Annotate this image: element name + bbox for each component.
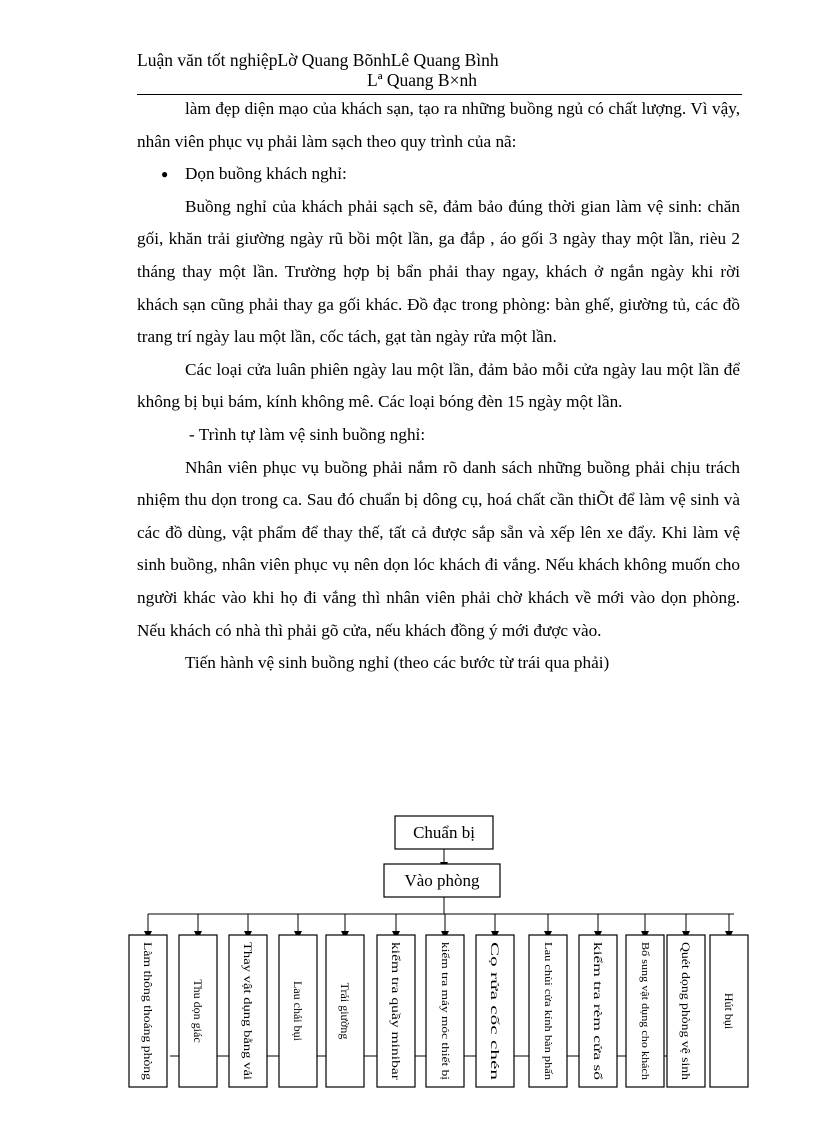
step-label: Hút bụi: [722, 992, 736, 1030]
step-label: Trải giường: [338, 982, 352, 1040]
step-label: Bổ sung vật dụng cho khách: [639, 942, 651, 1067]
step-columns: [129, 914, 748, 1087]
step-label: kiểm tra quầy minibar: [389, 942, 403, 1049]
step-label: Cọ rửa cốc chén: [488, 942, 502, 1021]
step-label: kiểm tra rèm cửa sổ: [591, 942, 605, 1038]
paragraph-6: Tiến hành vệ sinh buồng nghỉ (theo các bước từ trái qua phải): [185, 653, 610, 673]
enter-room-label: Vào phòng: [404, 871, 480, 890]
paragraph-2: Buồng nghỉ của khách phải sạch sẽ, đảm bảo đúng thời gian làm vệ sinh: chăn gối, khăn trải giường ngày rũ bồi một lần, ga đắp , áo gối 3 ngày thay một lần, rièu 2 tháng thay một lần. Trường hợp bị bẩn phải thay ngay, khách ở ngắn ngày khi rời khách sạn cũng phải thay ga gối khác. Đồ đạc trong phòng: bàn ghế, giường tủ, các đồ trang trí ngày lau một lần, cốc tách, gạt tàn ngày rửa một lần.: [137, 196, 740, 347]
step-label: Thay vật dụng bằng vải: [241, 942, 255, 1056]
step-label: Lau chùi cửa kính bàn phấn: [542, 942, 554, 1065]
header-line-1: Luận văn tốt nghiệpLờ Quang BõnhLê Quang Bình: [137, 50, 499, 70]
paragraph-4: - Trình tự làm vệ sinh buồng nghỉ:: [189, 424, 426, 444]
bullet-icon: ●: [161, 167, 169, 182]
step-label: Lau chải bụi: [291, 981, 305, 1041]
step-label: Làm thông thoáng phòng: [141, 942, 155, 1063]
step-label: Thu dọn giác: [191, 979, 205, 1043]
prepare-label: Chuẩn bị: [413, 823, 475, 842]
paragraph-1: làm đẹp diện mạo của khách sạn, tạo ra những buồng ngủ có chất lượng. Vì vậy, nhân viên phục vụ phải làm sạch theo quy trình của nã:: [137, 99, 740, 151]
paragraph-5: Nhân viên phục vụ buồng phải nắm rõ danh sách những buồng phải chịu trách nhiệm thu dọn trong ca. Sau đó chuẩn bị dông cụ, hoá chất cần thiÕt để làm vệ sinh và các đồ dùng, vật phẩm để thay thế, tất cả được sắp sẵn và xếp lên xe đẩy. Khi làm vệ sinh buồng, nhân viên phục vụ nên dọn lóc khách đi vắng. Nếu khách không muốn cho người khác vào khi họ đi vắng thì nhân viên phải chờ khách về mới vào dọn phòng. Nếu khách có nhà thì phải gõ cửa, nếu khách đồng ý mới được vào.: [137, 457, 740, 640]
bullet-text: Dọn buồng khách nghỉ:: [185, 164, 347, 184]
step-label: kiểm tra máy móc thiết bị: [439, 942, 451, 1056]
paragraph-3: Các loại cửa luân phiên ngày lau một lần, đảm bảo mỗi cửa ngày lau một lần để không bị bụi bám, kính không mê. Các loại bóng đèn 15 ngày một lần.: [137, 359, 740, 412]
header-line-2: Lª Quang B×nh: [367, 70, 477, 90]
step-label: Quét dọng phòng vệ sinh: [679, 942, 693, 1063]
